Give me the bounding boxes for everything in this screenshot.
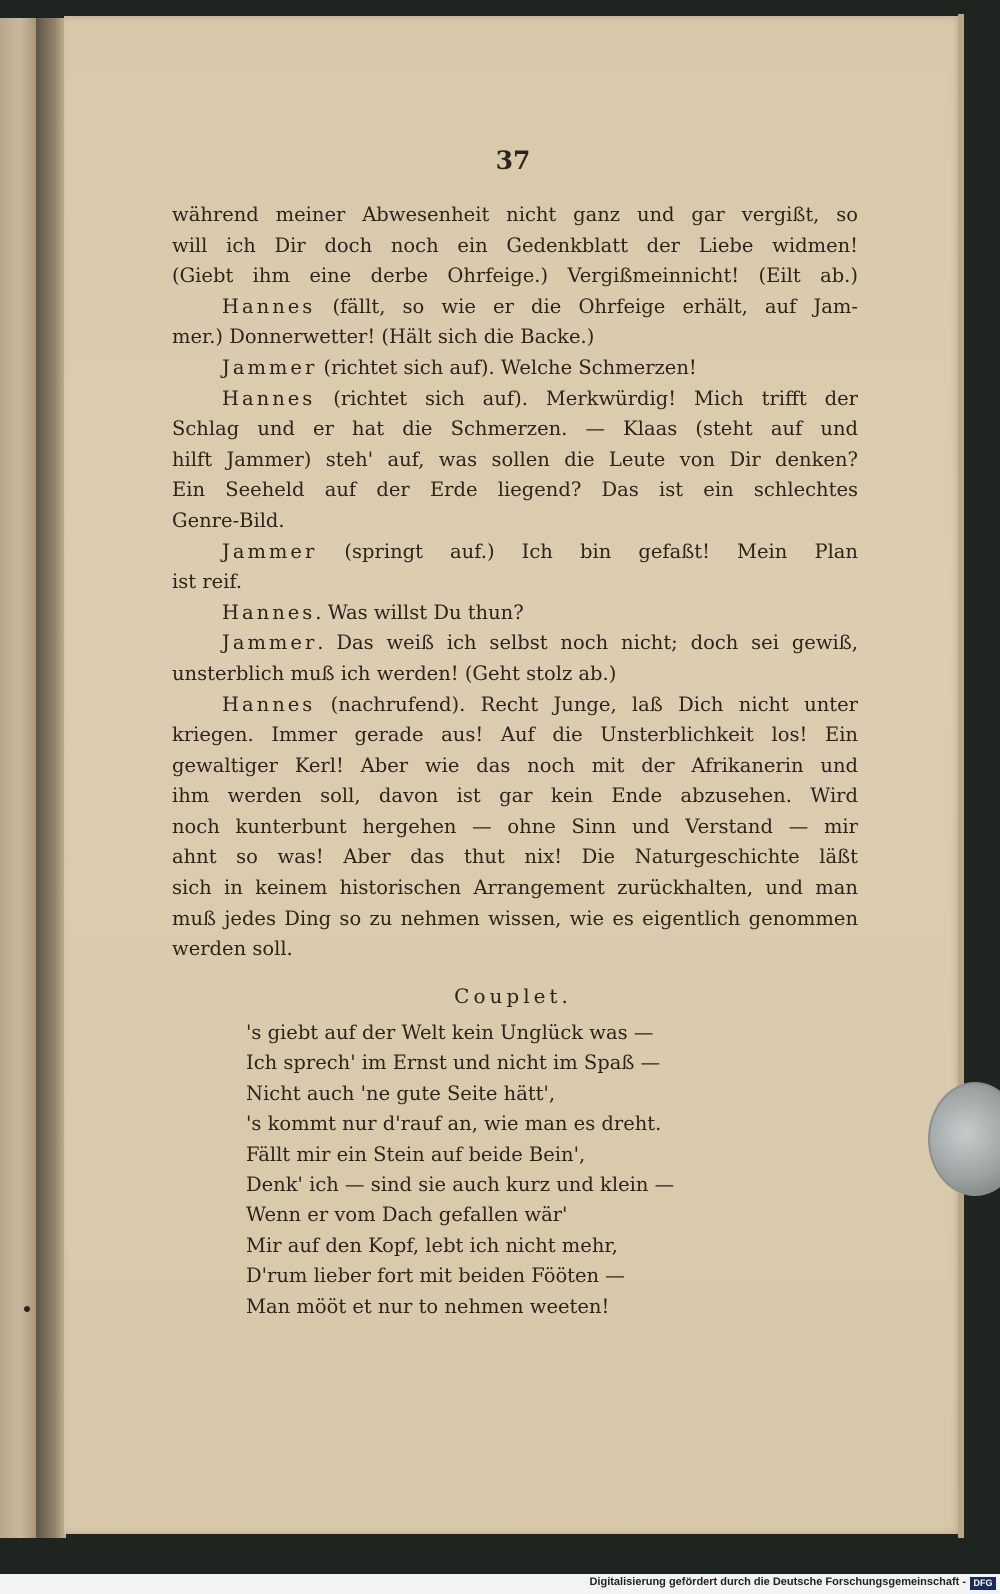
verse-line: Fällt mir ein Stein auf beide Bein', xyxy=(246,1142,586,1166)
prose-line xyxy=(172,567,858,598)
verse-block xyxy=(246,1018,766,1322)
line-text: will ich Dir doch noch ein Gedenkblatt der Liebe widmen! xyxy=(172,233,858,257)
prose-line xyxy=(172,353,858,384)
verse-line: D'rum lieber fort mit beiden Fööten — xyxy=(246,1264,625,1288)
speaker-name: Jammer xyxy=(222,539,318,563)
line-text: werden soll. xyxy=(172,937,293,961)
book-spine-shadow xyxy=(36,18,66,1538)
speaker-name: Jammer xyxy=(222,355,318,379)
verse-line: Mir auf den Kopf, lebt ich nicht mehr, xyxy=(246,1233,618,1257)
line-text: Schlag und er hat die Schmerzen. — Klaas (steht auf und xyxy=(172,417,858,441)
line-text: ist reif. xyxy=(172,570,243,594)
line-text: kriegen. Immer gerade aus! Auf die Unsterblichkeit los! Ein xyxy=(172,723,858,747)
speaker-name: Hannes xyxy=(222,386,316,410)
line-text: Ein Seeheld auf der Erde liegend? Das ist ein schlechtes xyxy=(172,478,858,502)
line-text: Genre-Bild. xyxy=(172,508,285,532)
speaker-name: Jammer xyxy=(222,631,318,655)
prose-line xyxy=(172,598,858,629)
line-text: (fällt, so wie er die Ohrfeige erhält, auf Jam- xyxy=(315,294,858,318)
verse-line: 's giebt auf der Welt kein Unglück was — xyxy=(246,1021,654,1044)
speaker-name: Hannes xyxy=(222,294,316,318)
line-text: (richtet sich auf). Merkwürdig! Mich trifft der xyxy=(315,386,858,410)
prose-line xyxy=(172,292,858,323)
speaker-name: Hannes xyxy=(222,692,316,716)
verse-line: Denk' ich — sind sie auch kurz und klein — xyxy=(246,1172,675,1196)
book-page xyxy=(64,16,962,1534)
verse-line: Wenn er vom Dach gefallen wär' xyxy=(246,1203,568,1227)
prose-line xyxy=(172,904,858,935)
line-text: hilft Jammer) steh' auf, was sollen die Leute von Dir denken? xyxy=(172,447,858,471)
couplet-heading: Couplet. xyxy=(454,984,572,1008)
prose-line xyxy=(172,200,858,231)
prose-line xyxy=(172,628,858,659)
prose-line xyxy=(172,475,858,506)
prose-line xyxy=(172,322,858,353)
line-text: . Was willst Du thun? xyxy=(315,600,524,624)
line-text: (springt auf.) Ich bin gefaßt! Mein Plan xyxy=(317,539,858,563)
verse-line: Man mööt et nur to nehmen weeten! xyxy=(246,1294,610,1318)
line-text: (richtet sich auf). Welche Schmerzen! xyxy=(317,355,697,379)
line-text: . Das weiß ich selbst noch nicht; doch sei gewiß, xyxy=(317,631,858,655)
line-text: gewaltiger Kerl! Aber wie das noch mit der Afrikanerin und xyxy=(172,753,858,777)
prose-line xyxy=(172,934,858,965)
dfg-logo: DFG xyxy=(970,1577,996,1590)
line-text: ahnt so was! Aber das thut nix! Die Naturgeschichte läßt xyxy=(172,845,858,869)
prose-line xyxy=(172,537,858,568)
line-text: (Giebt ihm eine derbe Ohrfeige.) Vergißmeinnicht! (Eilt ab.) xyxy=(172,264,858,288)
prose-line xyxy=(172,261,858,292)
prose-line xyxy=(172,231,858,262)
line-text: sich in keinem historischen Arrangement zurückhalten, und man xyxy=(172,876,858,900)
funding-credit: Digitalisierung gefördert durch die Deutsche Forschungsgemeinschaft - xyxy=(589,1576,966,1588)
line-text: unsterblich muß ich werden! (Geht stolz ab.) xyxy=(172,661,617,685)
line-text: muß jedes Ding so zu nehmen wissen, wie es eigentlich genommen xyxy=(172,906,858,930)
prose-line xyxy=(172,842,858,873)
prose-line xyxy=(172,812,858,843)
line-text: noch kunterbunt hergehen — ohne Sinn und Verstand — mir xyxy=(172,814,858,838)
line-text: ihm werden soll, davon ist gar kein Ende abzusehen. Wird xyxy=(172,784,858,808)
verse-line: Nicht auch 'ne gute Seite hätt', xyxy=(246,1081,556,1105)
prose-line xyxy=(172,384,858,415)
prose-block xyxy=(172,200,858,965)
prose-line xyxy=(172,873,858,904)
prose-line xyxy=(172,690,858,721)
margin-mark xyxy=(24,1306,30,1312)
left-page-stack xyxy=(0,18,36,1538)
prose-line xyxy=(172,414,858,445)
prose-line xyxy=(172,751,858,782)
verse-line: Ich sprech' im Ernst und nicht im Spaß — xyxy=(246,1051,661,1075)
footer-bar xyxy=(0,1574,1000,1594)
prose-line xyxy=(172,659,858,690)
prose-line xyxy=(172,506,858,537)
prose-line xyxy=(172,720,858,751)
page-edge xyxy=(958,14,964,1538)
line-text: (nachrufend). Recht Junge, laß Dich nicht unter xyxy=(315,692,858,716)
line-text: mer.) Donnerwetter! (Hält sich die Backe.) xyxy=(172,325,595,349)
prose-line xyxy=(172,781,858,812)
prose-line xyxy=(172,445,858,476)
line-text: während meiner Abwesenheit nicht ganz und gar vergißt, so xyxy=(172,203,858,226)
page-number: 37 xyxy=(495,146,531,175)
verse-line: 's kommt nur d'rauf an, wie man es dreht. xyxy=(246,1112,662,1136)
speaker-name: Hannes xyxy=(222,600,316,624)
